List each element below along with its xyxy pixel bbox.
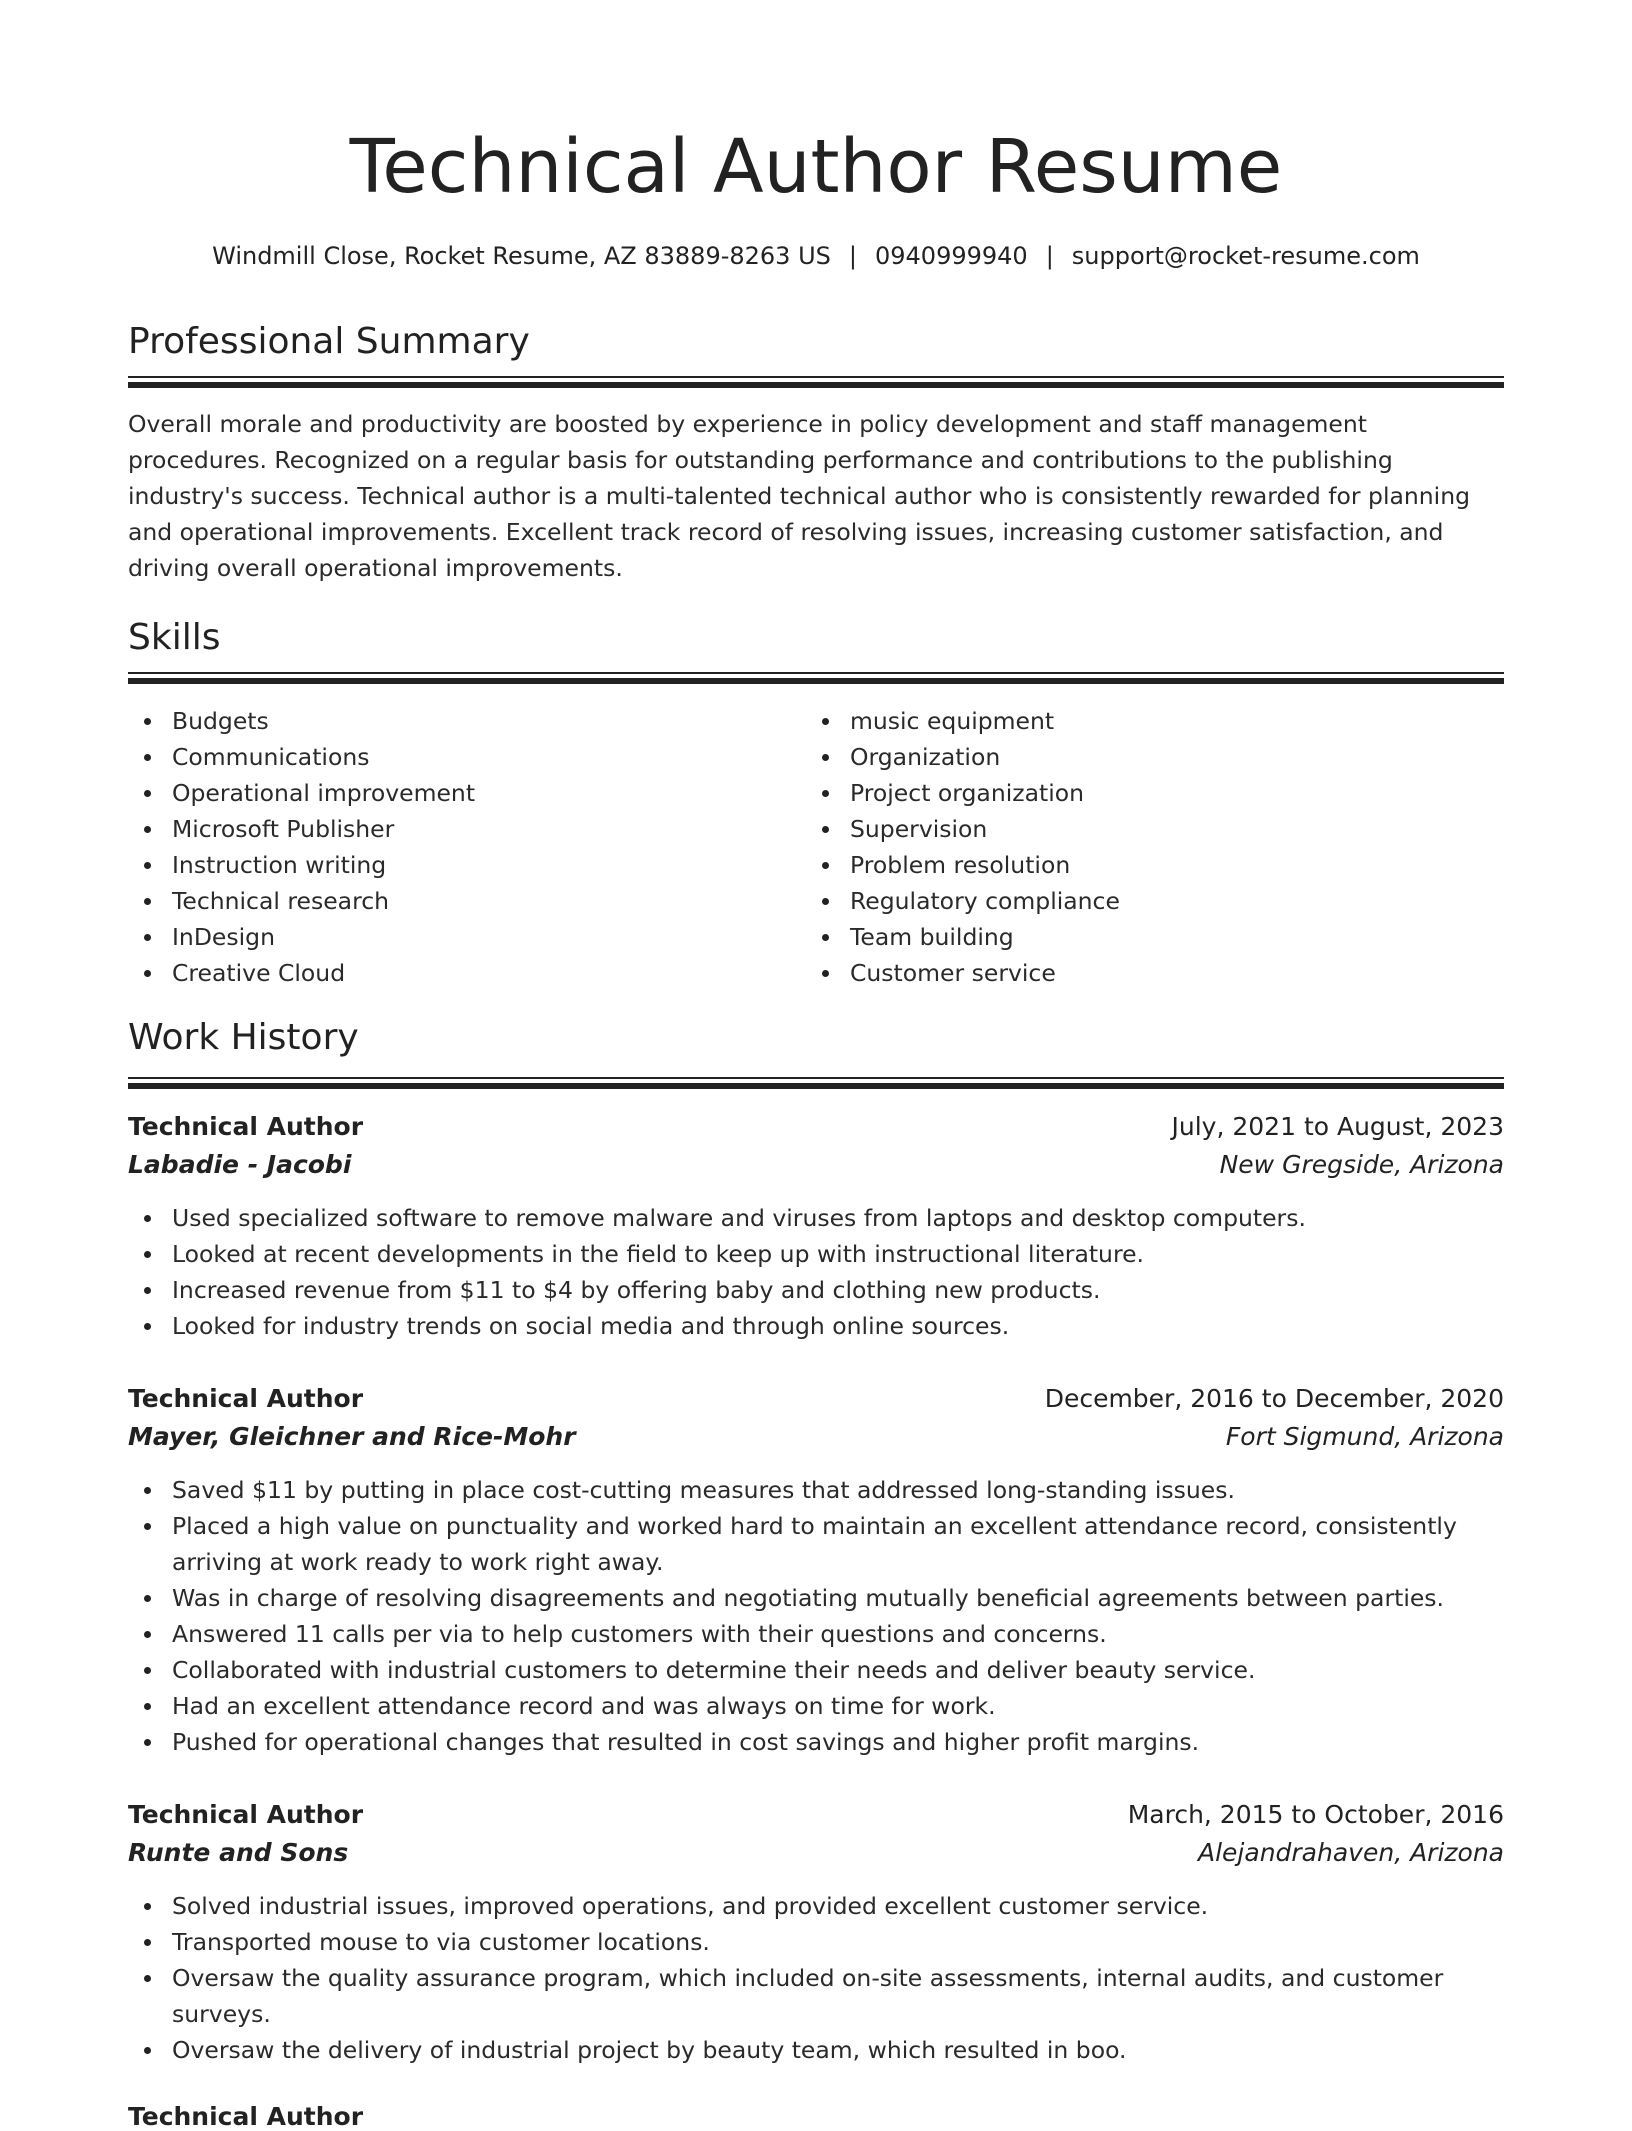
job-title: Technical Author — [128, 1112, 364, 1141]
skill-item: Microsoft Publisher — [128, 811, 788, 847]
job-title: Technical Author — [128, 1384, 364, 1413]
skill-item: InDesign — [128, 919, 788, 955]
resume-page — [128, 0, 1504, 2131]
section-heading-work: Work History — [128, 1017, 359, 1058]
job-bullet: Looked at recent developments in the field to keep up with instructional literature. — [128, 1236, 1504, 1272]
job-company: Labadie - Jacobi — [128, 1150, 352, 1179]
job-bullet: Looked for industry trends on social media and through online sources. — [128, 1308, 1504, 1344]
job-bullet: Oversaw the quality assurance program, which included on-site assessments, internal audits, and customer surveys. — [128, 1960, 1504, 2032]
job-header-clipped — [128, 2102, 1504, 2131]
job-location: New Gregside, Arizona — [1219, 1150, 1504, 1179]
resume-title: Technical Author Resume — [349, 124, 1283, 210]
job-dates: December, 2016 to December, 2020 — [1044, 1384, 1504, 1413]
skill-item: Instruction writing — [128, 847, 788, 883]
section-heading-skills: Skills — [128, 617, 221, 658]
job-company: Mayer, Gleichner and Rice-Mohr — [128, 1422, 576, 1451]
skills-list-left — [128, 703, 788, 991]
job-dates: March, 2015 to October, 2016 — [1127, 1800, 1504, 1829]
job-bullets — [128, 1472, 1504, 1760]
job-bullet: Had an excellent attendance record and was always on time for work. — [128, 1688, 1504, 1724]
job-dates: July, 2021 to August, 2023 — [1171, 1112, 1504, 1141]
skill-item: Operational improvement — [128, 775, 788, 811]
job-bullets — [128, 1200, 1504, 1344]
skill-item: Technical research — [128, 883, 788, 919]
separator: | — [848, 242, 857, 270]
job-bullet: Transported mouse to via customer locations. — [128, 1924, 1504, 1960]
job-bullet: Was in charge of resolving disagreements and negotiating mutually beneficial agreements between parties. — [128, 1580, 1504, 1616]
job-location: Alejandrahaven, Arizona — [1198, 1838, 1504, 1867]
skill-item: music equipment — [806, 703, 1466, 739]
job-title: Technical Author — [128, 2102, 364, 2131]
skill-item: Problem resolution — [806, 847, 1466, 883]
skill-item: Customer service — [806, 955, 1466, 991]
email: support@rocket-resume.com — [1071, 242, 1420, 270]
section-divider — [128, 1077, 1504, 1089]
section-divider — [128, 376, 1504, 388]
skill-item: Budgets — [128, 703, 788, 739]
job-bullet: Increased revenue from $11 to $4 by offering baby and clothing new products. — [128, 1272, 1504, 1308]
job-title: Technical Author — [128, 1800, 364, 1829]
section-divider — [128, 672, 1504, 684]
address: Windmill Close, Rocket Resume, AZ 83889-8263 US — [212, 242, 831, 270]
job-bullets — [128, 1888, 1504, 2068]
skill-item: Organization — [806, 739, 1466, 775]
skill-item: Creative Cloud — [128, 955, 788, 991]
summary-text: Overall morale and productivity are boosted by experience in policy development and staff management procedures. Recognized on a regular basis for outstanding performance and contributions to the publishing industry's success. Technical author is a multi-talented technical author who is consistently rewarded for planning and operational improvements. Excellent track record of resolving issues, increasing customer satisfaction, and driving overall operational improvements. — [128, 410, 1471, 582]
job-bullet: Collaborated with industrial customers to determine their needs and deliver beauty service. — [128, 1652, 1504, 1688]
contact-line — [128, 236, 1504, 276]
separator: | — [1045, 242, 1054, 270]
job-bullet: Solved industrial issues, improved operations, and provided excellent customer service. — [128, 1888, 1504, 1924]
job-bullet: Pushed for operational changes that resulted in cost savings and higher profit margins. — [128, 1724, 1504, 1760]
job-location: Fort Sigmund, Arizona — [1225, 1422, 1504, 1451]
job-bullet: Placed a high value on punctuality and worked hard to maintain an excellent attendance record, consistently arriving at work ready to work right away. — [128, 1508, 1504, 1580]
section-heading-summary: Professional Summary — [128, 321, 530, 362]
job-bullet: Saved $11 by putting in place cost-cutting measures that addressed long-standing issues. — [128, 1472, 1504, 1508]
skills-list-right — [806, 703, 1466, 991]
job-company: Runte and Sons — [128, 1838, 349, 1867]
phone: 0940999940 — [874, 242, 1028, 270]
job-bullet: Used specialized software to remove malware and viruses from laptops and desktop computers. — [128, 1200, 1504, 1236]
skill-item: Communications — [128, 739, 788, 775]
skill-item: Project organization — [806, 775, 1466, 811]
job-bullet: Oversaw the delivery of industrial project by beauty team, which resulted in boo. — [128, 2032, 1504, 2068]
skill-item: Team building — [806, 919, 1466, 955]
skill-item: Regulatory compliance — [806, 883, 1466, 919]
skill-item: Supervision — [806, 811, 1466, 847]
job-bullet: Answered 11 calls per via to help customers with their questions and concerns. — [128, 1616, 1504, 1652]
